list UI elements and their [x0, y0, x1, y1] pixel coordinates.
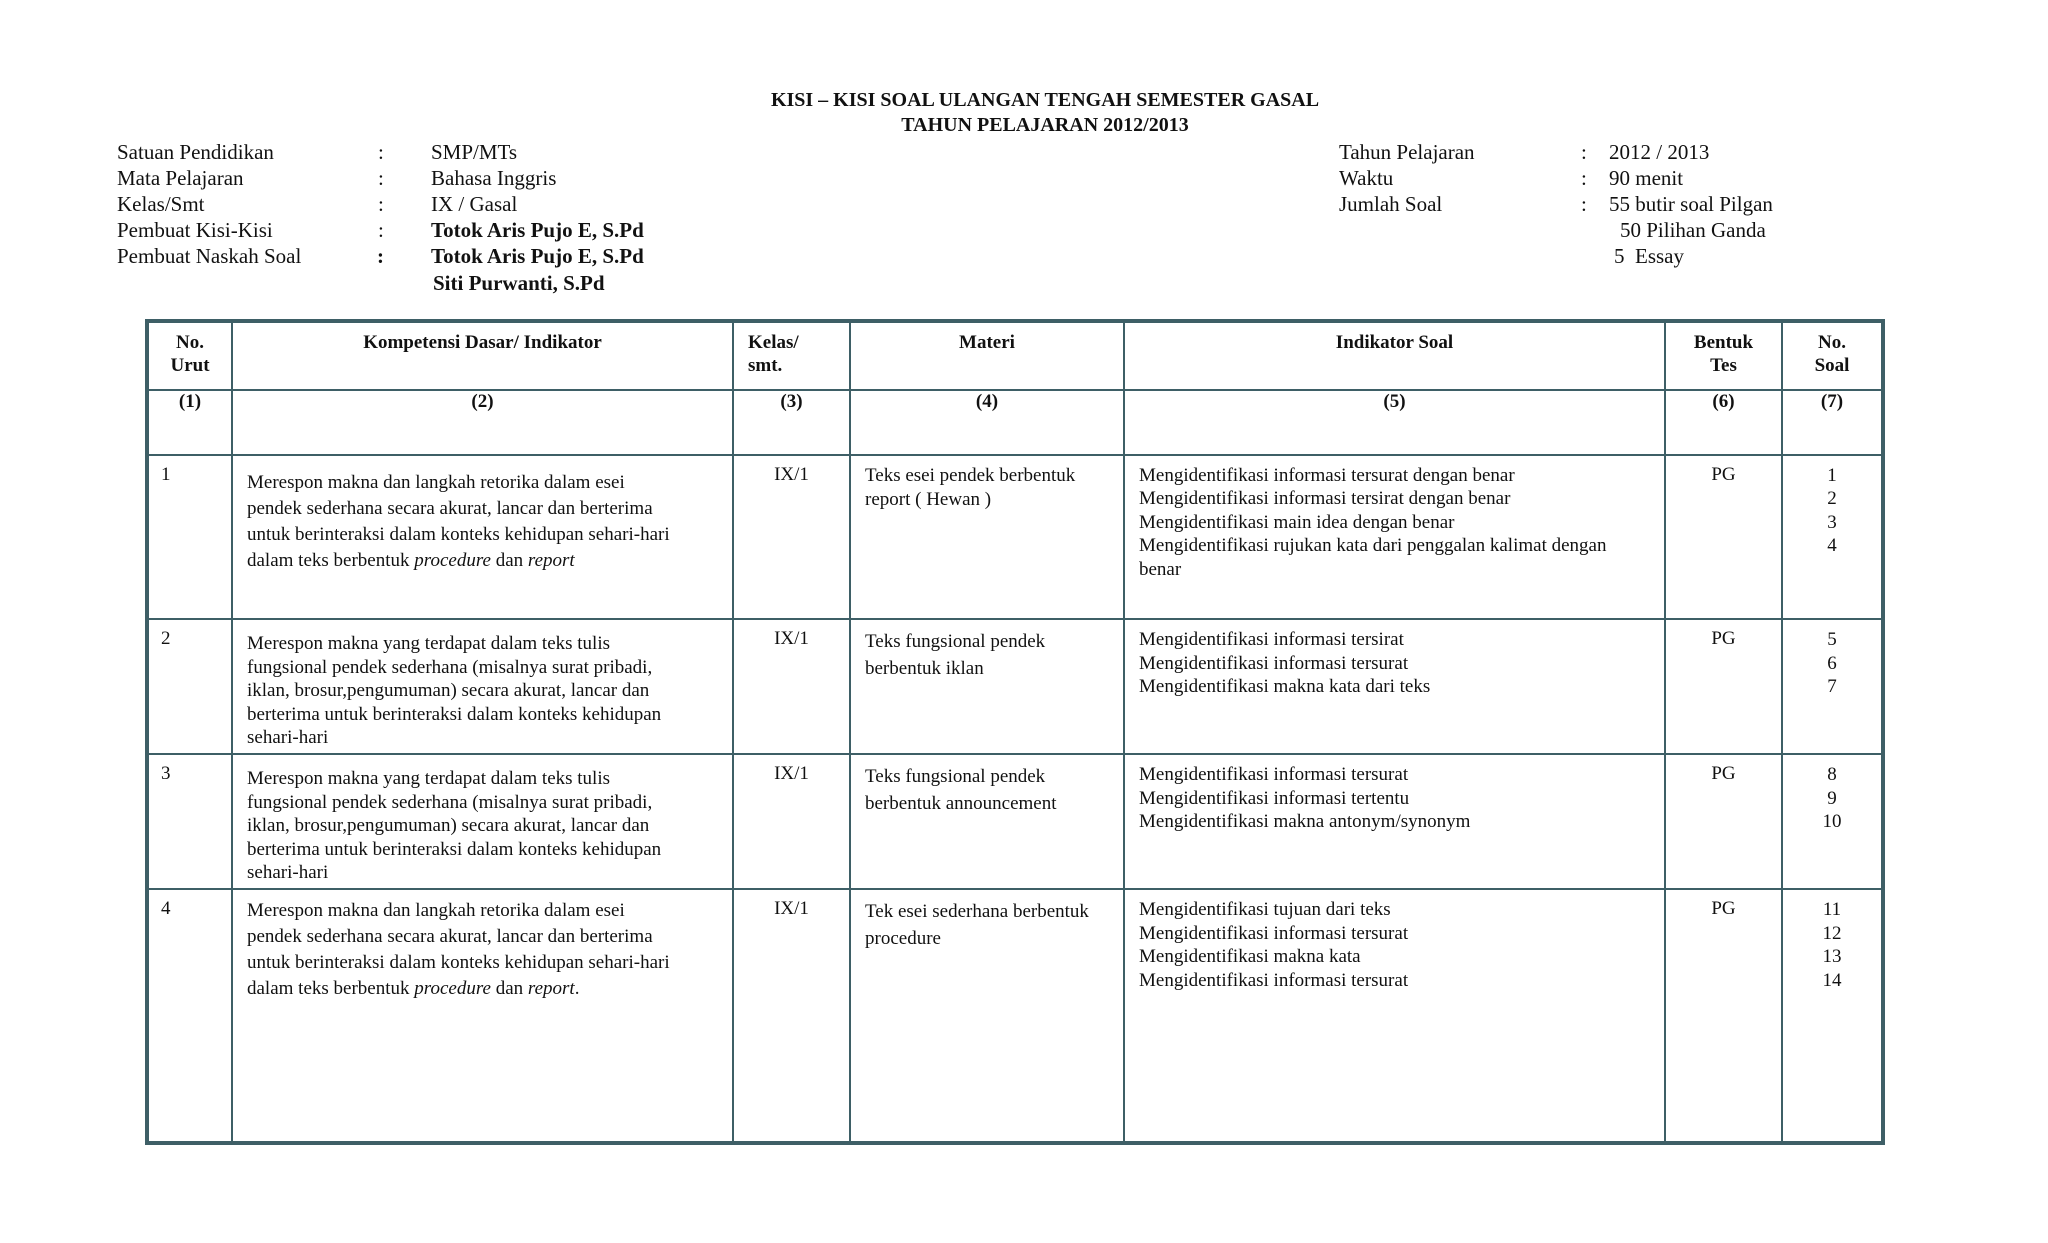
row-number: 3 [147, 754, 232, 889]
meta-value: 2012 / 2013 [1609, 140, 1710, 164]
meta-colon: : [378, 218, 384, 242]
kompetensi-dasar-cell: Merespon makna dan langkah retorika dalam esei pendek sederhana secara akurat, lancar dan berterima untuk berinteraksi dalam konteks kehidupan sehari-hari dalam teks berbentuk procedure dan report [232, 455, 733, 619]
nomor-soal-cell: 8 9 10 [1782, 754, 1883, 889]
meta-label: Pembuat Naskah Soal [117, 244, 302, 268]
column-number: (1) [147, 390, 232, 455]
header-kompetensi-dasar: Kompetensi Dasar/ Indikator [232, 321, 733, 390]
document-title: KISI – KISI SOAL ULANGAN TENGAH SEMESTER GASAL [770, 89, 1320, 111]
meta-jumlah-essay: 5 Essay [1614, 244, 1684, 268]
meta-value: 55 butir soal Pilgan [1609, 192, 1773, 216]
kelas-cell: IX/1 [733, 754, 850, 889]
meta-value: SMP/MTs [431, 140, 518, 164]
header-kelas-smt: Kelas/ smt. [733, 321, 850, 390]
column-number-row [147, 390, 1883, 455]
row-number: 1 [147, 455, 232, 619]
kelas-cell: IX/1 [733, 889, 850, 1143]
nomor-soal-cell: 1 2 3 4 [1782, 455, 1883, 619]
meta-label: Waktu [1339, 166, 1394, 190]
meta-jumlah-pilgan: 50 Pilihan Ganda [1620, 218, 1766, 242]
kompetensi-dasar-cell: Merespon makna dan langkah retorika dalam esei pendek sederhana secara akurat, lancar dan berterima untuk berinteraksi dalam konteks kehidupan sehari-hari dalam teks berbentuk procedure dan report. [232, 889, 733, 1143]
nomor-soal-cell: 11 12 13 14 [1782, 889, 1883, 1143]
meta-colon: : [1581, 166, 1587, 190]
table-header-row [147, 321, 1883, 390]
header-no-urut: No. Urut [147, 321, 232, 390]
meta-label: Tahun Pelajaran [1339, 140, 1475, 164]
bentuk-tes-cell: PG [1665, 889, 1782, 1143]
meta-label: Jumlah Soal [1339, 192, 1443, 216]
nomor-soal-cell: 5 6 7 [1782, 619, 1883, 754]
meta-colon: : [1581, 140, 1587, 164]
column-number: (4) [850, 390, 1124, 455]
kisi-kisi-table [145, 319, 1885, 1145]
meta-label: Mata Pelajaran [117, 166, 244, 190]
meta-colon: : [378, 140, 384, 164]
meta-value: 90 menit [1609, 166, 1684, 190]
meta-colon: : [378, 192, 384, 216]
meta-label: Pembuat Kisi-Kisi [117, 218, 273, 242]
meta-value: Totok Aris Pujo E, S.Pd [431, 244, 644, 268]
meta-colon: : [377, 244, 384, 268]
meta-pembuat-naskah-extra: Siti Purwanti, S.Pd [433, 271, 605, 295]
header-materi: Materi [850, 321, 1124, 390]
materi-cell: Teks fungsional pendek berbentuk iklan [850, 619, 1124, 754]
table-row [147, 455, 1883, 619]
indikator-soal-cell: Mengidentifikasi informasi tersirat Mengidentifikasi informasi tersurat Mengidentifikasi makna kata dari teks [1124, 619, 1665, 754]
header-no-soal: No. Soal [1782, 321, 1883, 390]
meta-colon: : [378, 166, 384, 190]
materi-cell: Teks esei pendek berbentuk report ( Hewan ) [850, 455, 1124, 619]
bentuk-tes-cell: PG [1665, 754, 1782, 889]
indikator-soal-cell: Mengidentifikasi informasi tersurat dengan benar Mengidentifikasi informasi tersirat dengan benar Mengidentifikasi main idea dengan benar Mengidentifikasi rujukan kata dari penggalan kalimat dengan benar [1124, 455, 1665, 619]
row-number: 2 [147, 619, 232, 754]
table-row [147, 754, 1883, 889]
column-number: (6) [1665, 390, 1782, 455]
indikator-soal-cell: Mengidentifikasi informasi tersurat Mengidentifikasi informasi tertentu Mengidentifikasi makna antonym/synonym [1124, 754, 1665, 889]
table-row [147, 889, 1883, 1143]
kelas-cell: IX/1 [733, 455, 850, 619]
meta-value: IX / Gasal [431, 192, 518, 216]
kelas-cell: IX/1 [733, 619, 850, 754]
meta-value: Totok Aris Pujo E, S.Pd [431, 218, 644, 242]
indikator-soal-cell: Mengidentifikasi tujuan dari teks Mengidentifikasi informasi tersurat Mengidentifikasi makna kata Mengidentifikasi informasi tersurat [1124, 889, 1665, 1143]
table-row [147, 619, 1883, 754]
materi-cell: Teks fungsional pendek berbentuk announcement [850, 754, 1124, 889]
column-number: (3) [733, 390, 850, 455]
kompetensi-dasar-cell: Merespon makna yang terdapat dalam teks tulis fungsional pendek sederhana (misalnya surat pribadi, iklan, brosur,pengumuman) secara akurat, lancar dan berterima untuk berinteraksi dalam konteks kehidupan sehari-hari [232, 619, 733, 754]
column-number: (2) [232, 390, 733, 455]
column-number: (5) [1124, 390, 1665, 455]
document-subtitle: TAHUN PELAJARAN 2012/2013 [901, 114, 1189, 136]
row-number: 4 [147, 889, 232, 1143]
meta-label: Kelas/Smt [117, 192, 205, 216]
header-bentuk-tes: Bentuk Tes [1665, 321, 1782, 390]
kompetensi-dasar-cell: Merespon makna yang terdapat dalam teks tulis fungsional pendek sederhana (misalnya surat pribadi, iklan, brosur,pengumuman) secara akurat, lancar dan berterima untuk berinteraksi dalam konteks kehidupan sehari-hari [232, 754, 733, 889]
bentuk-tes-cell: PG [1665, 619, 1782, 754]
column-number: (7) [1782, 390, 1883, 455]
meta-value: Bahasa Inggris [431, 166, 557, 190]
meta-label: Satuan Pendidikan [117, 140, 274, 164]
header-indikator-soal: Indikator Soal [1124, 321, 1665, 390]
materi-cell: Tek esei sederhana berbentuk procedure [850, 889, 1124, 1143]
bentuk-tes-cell: PG [1665, 455, 1782, 619]
meta-colon: : [1581, 192, 1587, 216]
